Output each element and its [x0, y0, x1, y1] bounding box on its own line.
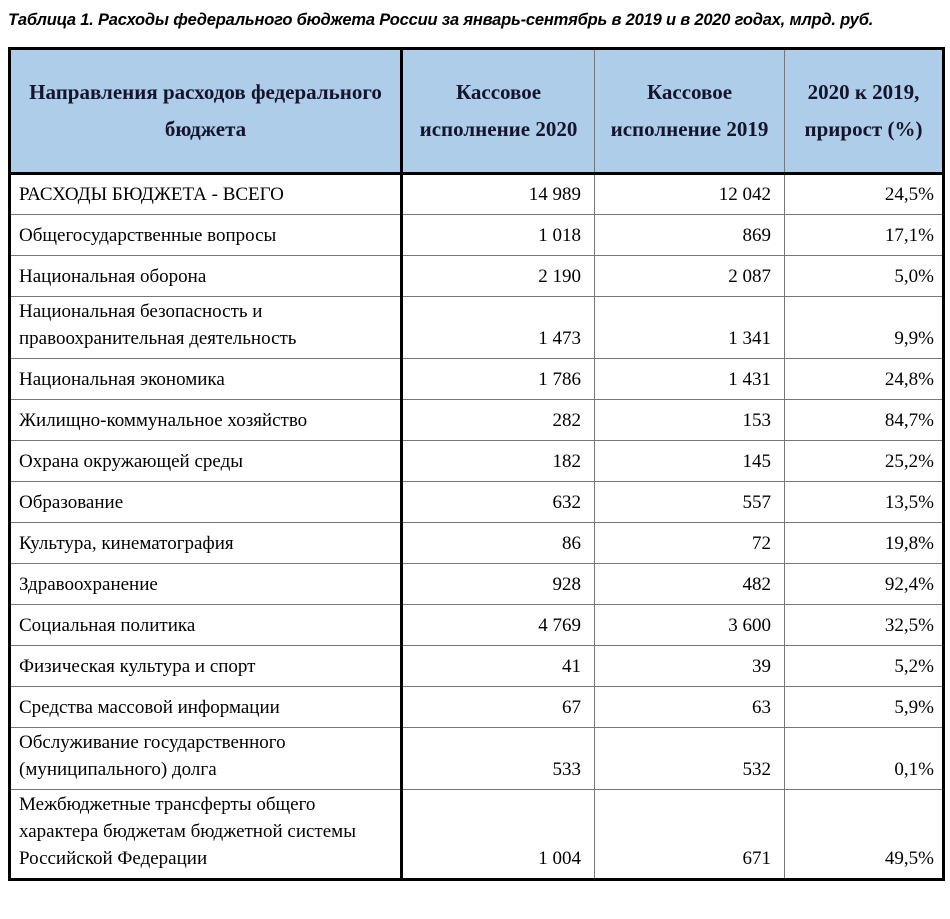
value-2020-cell: 928 [402, 564, 595, 605]
value-2019-cell: 3 600 [595, 605, 785, 646]
header-cell-2019: Кассовое исполнение 2019 [595, 49, 785, 174]
value-2020-cell: 282 [402, 400, 595, 441]
growth-percent-cell: 19,8% [785, 523, 944, 564]
value-2020-cell: 1 004 [402, 790, 595, 880]
expense-category-cell: Национальная оборона [10, 256, 402, 297]
value-2019-cell: 2 087 [595, 256, 785, 297]
table-row [10, 174, 944, 215]
expense-category-cell: Социальная политика [10, 605, 402, 646]
value-2019-cell: 671 [595, 790, 785, 880]
value-2019-cell: 869 [595, 215, 785, 256]
value-2020-cell: 14 989 [402, 174, 595, 215]
table-row [10, 523, 944, 564]
growth-percent-cell: 5,0% [785, 256, 944, 297]
table-row [10, 441, 944, 482]
expense-category-cell: РАСХОДЫ БЮДЖЕТА - ВСЕГО [10, 174, 402, 215]
expense-category-cell: Охрана окружающей среды [10, 441, 402, 482]
header-cell-category: Направления расходов федерального бюджета [10, 49, 402, 174]
growth-percent-cell: 25,2% [785, 441, 944, 482]
header-cell-2020: Кассовое исполнение 2020 [402, 49, 595, 174]
header-cell-growth: 2020 к 2019, прирост (%) [785, 49, 944, 174]
value-2020-cell: 86 [402, 523, 595, 564]
growth-percent-cell: 0,1% [785, 728, 944, 790]
expense-category-cell: Жилищно-коммунальное хозяйство [10, 400, 402, 441]
value-2020-cell: 2 190 [402, 256, 595, 297]
value-2020-cell: 41 [402, 646, 595, 687]
value-2020-cell: 533 [402, 728, 595, 790]
table-row [10, 728, 944, 790]
expense-category-cell: Национальная безопасность и правоохранительная деятельность [10, 297, 402, 359]
expense-category-cell: Физическая культура и спорт [10, 646, 402, 687]
value-2019-cell: 557 [595, 482, 785, 523]
value-2020-cell: 182 [402, 441, 595, 482]
growth-percent-cell: 17,1% [785, 215, 944, 256]
value-2019-cell: 39 [595, 646, 785, 687]
value-2019-cell: 12 042 [595, 174, 785, 215]
value-2019-cell: 153 [595, 400, 785, 441]
header-row [10, 49, 944, 174]
growth-percent-cell: 5,2% [785, 646, 944, 687]
expense-category-cell: Национальная экономика [10, 359, 402, 400]
growth-percent-cell: 49,5% [785, 790, 944, 880]
table-caption: Таблица 1. Расходы федерального бюджета России за январь-сентябрь в 2019 и в 2020 годах, млрд. руб. [8, 11, 874, 29]
value-2020-cell: 67 [402, 687, 595, 728]
value-2020-cell: 1 786 [402, 359, 595, 400]
table-row [10, 790, 944, 880]
table-row [10, 215, 944, 256]
value-2019-cell: 1 341 [595, 297, 785, 359]
growth-percent-cell: 92,4% [785, 564, 944, 605]
expense-category-cell: Средства массовой информации [10, 687, 402, 728]
value-2019-cell: 145 [595, 441, 785, 482]
table-row [10, 256, 944, 297]
table-row [10, 605, 944, 646]
value-2019-cell: 1 431 [595, 359, 785, 400]
value-2020-cell: 1 018 [402, 215, 595, 256]
growth-percent-cell: 13,5% [785, 482, 944, 523]
table-body [10, 174, 944, 880]
value-2019-cell: 72 [595, 523, 785, 564]
table-header [10, 49, 944, 174]
growth-percent-cell: 24,8% [785, 359, 944, 400]
expense-category-cell: Общегосударственные вопросы [10, 215, 402, 256]
value-2019-cell: 63 [595, 687, 785, 728]
value-2019-cell: 482 [595, 564, 785, 605]
growth-percent-cell: 9,9% [785, 297, 944, 359]
value-2020-cell: 1 473 [402, 297, 595, 359]
expense-category-cell: Обслуживание государственного (муниципального) долга [10, 728, 402, 790]
table-row [10, 482, 944, 523]
expense-category-cell: Межбюджетные трансферты общего характера бюджетам бюджетной системы Российской Федерации [10, 790, 402, 880]
expense-category-cell: Здравоохранение [10, 564, 402, 605]
table-row [10, 400, 944, 441]
growth-percent-cell: 5,9% [785, 687, 944, 728]
table-row [10, 646, 944, 687]
expense-category-cell: Образование [10, 482, 402, 523]
value-2019-cell: 532 [595, 728, 785, 790]
growth-percent-cell: 84,7% [785, 400, 944, 441]
growth-percent-cell: 24,5% [785, 174, 944, 215]
table-row [10, 297, 944, 359]
table-row [10, 687, 944, 728]
table-row [10, 564, 944, 605]
value-2020-cell: 4 769 [402, 605, 595, 646]
table-row [10, 359, 944, 400]
expense-category-cell: Культура, кинематография [10, 523, 402, 564]
budget-table [8, 47, 945, 881]
growth-percent-cell: 32,5% [785, 605, 944, 646]
value-2020-cell: 632 [402, 482, 595, 523]
